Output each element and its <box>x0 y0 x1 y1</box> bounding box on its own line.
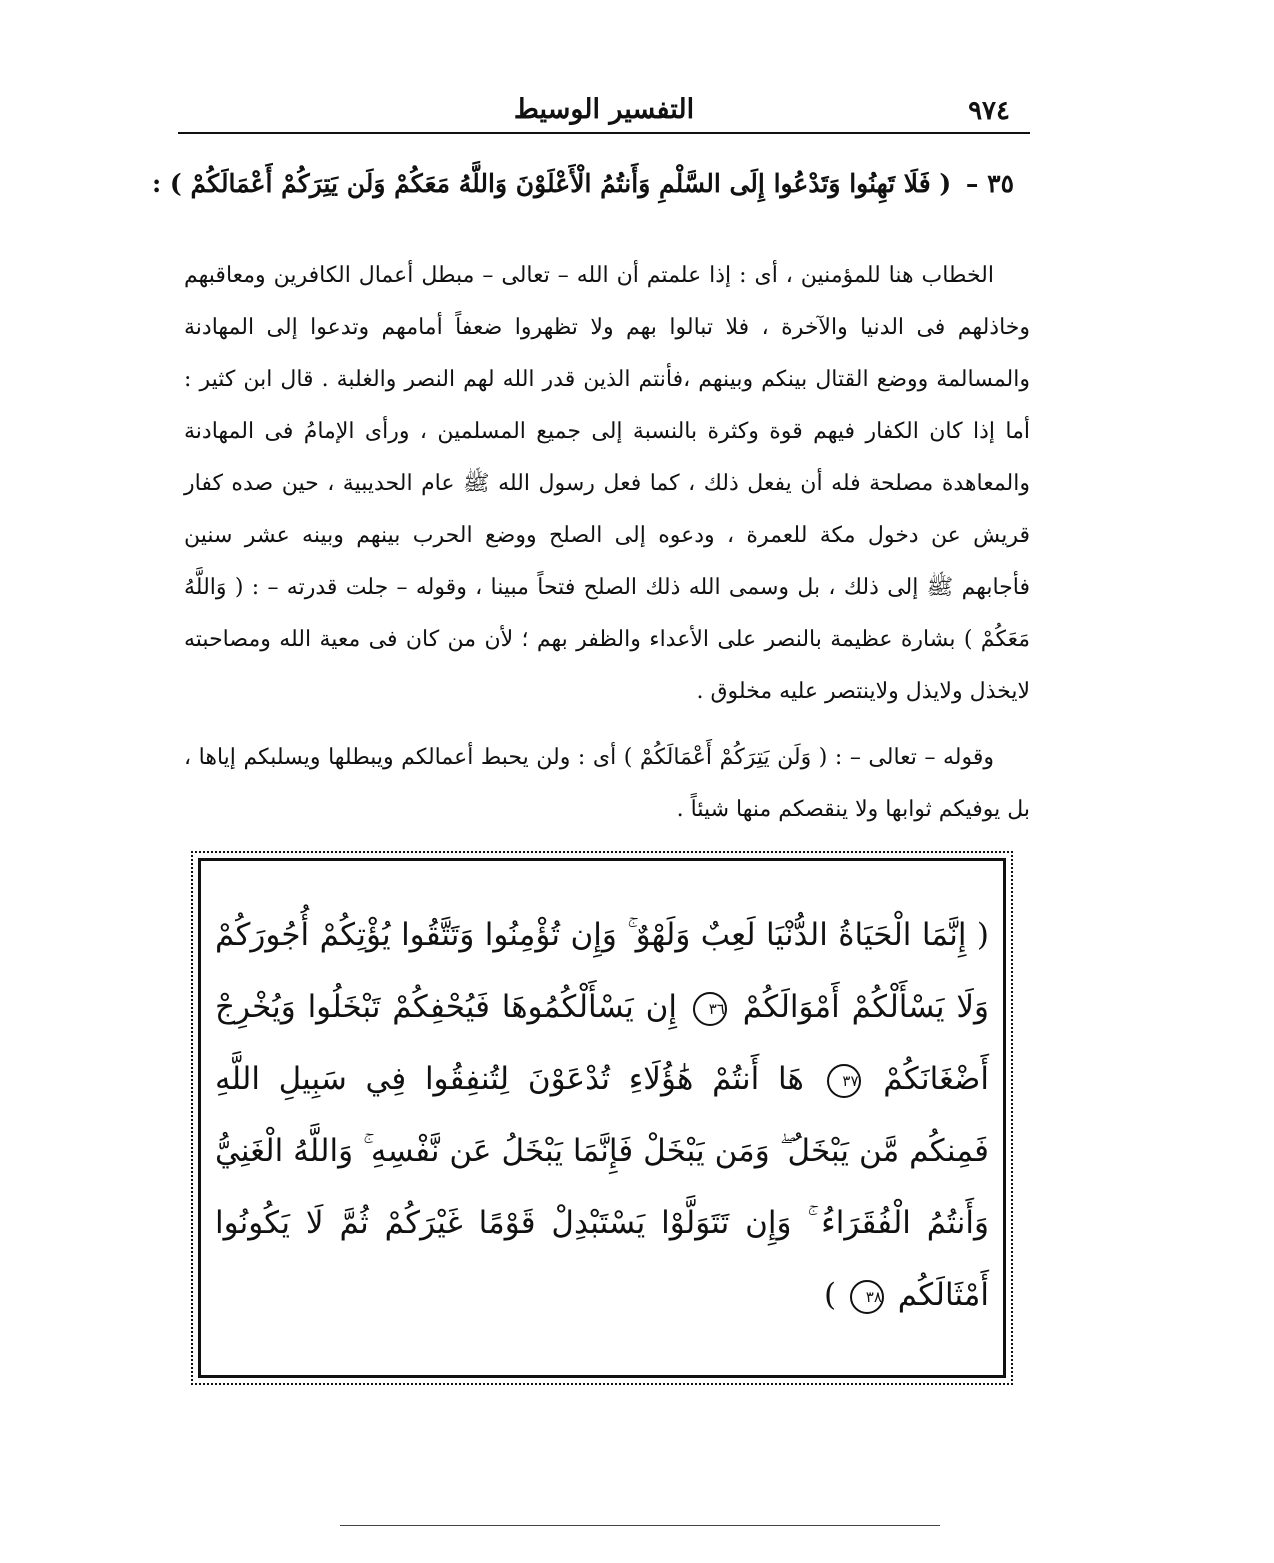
verse-number: ٣٥ – <box>965 169 1014 198</box>
quran-verse-box <box>198 858 1006 1378</box>
verse-part-1: إِنَّمَا الْحَيَاةُ الدُّنْيَا لَعِبٌ وَلَهْوٌ ۚ وَإِن تُؤْمِنُوا وَتَتَّقُوا يُؤْتِكُمْ أُجُورَكُمْ وَلَا يَسْأَلْكُمْ أَمْوَالَكُمْ <box>215 917 989 1025</box>
footer-divider <box>340 1525 940 1526</box>
verse-heading <box>152 164 1014 204</box>
verse-part-2: إِن يَسْأَلْكُمُوهَا فَيُحْفِكُمْ تَبْخَلُوا وَيُخْرِجْ أَضْغَانَكُمْ <box>215 989 989 1097</box>
page-header <box>178 92 1030 134</box>
commentary-paragraph-2: وقوله – تعالى – : ( وَلَن يَتِرَكُمْ أَعْمَالَكُمْ ) أى : ولن يحبط أعمالكم ويبطلها ويسلبكم إياها ، بل يوفيكم ثوابها ولا ينقصكم منها شيئاً . <box>184 745 1030 822</box>
verse-part-3: هَا أَنتُمْ هَٰؤُلَاءِ تُدْعَوْنَ لِتُنفِقُوا فِي سَبِيلِ اللَّهِ فَمِنكُم مَّن يَبْخَلُ ۖ وَمَن يَبْخَلْ فَإِنَّمَا يَبْخَلُ عَن نَّفْسِهِ ۚ وَاللَّهُ الْغَنِيُّ وَأَنتُمُ الْفُقَرَاءُ ۚ وَإِن تَتَوَلَّوْا يَسْتَبْدِلْ قَوْمًا غَيْرَكُمْ ثُمَّ لَا يَكُونُوا أَمْثَالَكُم <box>215 1061 989 1313</box>
ayah-marker-37: ٣٧ <box>827 1064 861 1098</box>
commentary-paragraph-1: الخطاب هنا للمؤمنين ، أى : إذا علمتم أن الله – تعالى – مبطل أعمال الكافرين ومعاقبهم وخاذلهم فى الدنيا والآخرة ، فلا تبالوا بهم ولا تظهروا ضعفاً أمامهم وتدعوا إلى المهادنة والمسالمة ووضع القتال بينكم وبينهم ،فأنتم الذين قدر الله لهم النصر والغلبة . قال ابن كثير : أما إذا كان الكفار فيهم قوة وكثرة بالنسبة إلى جميع المسلمين ، ورأى الإمامُ فى المهادنة والمعاهدة مصلحة فله أن يفعل ذلك ، كما فعل رسول الله ﷺ عام الحديبية ، حين صده كفار قريش عن دخول مكة للعمرة ، ودعوه إلى الصلح ووضع الحرب بينهم وبينه عشر سنين فأجابهم ﷺ إلى ذلك ، بل وسمى الله ذلك الصلح فتحاً مبينا ، وقوله – جلت قدرته – : ( وَاللَّهُ مَعَكُمْ ) بشارة عظيمة بالنصر على الأعداء والظفر بهم ؛ لأن من كان فى معية الله ومصاحبته لايخذل ولايذل ولاينتصر عليه مخلوق . <box>184 263 1030 704</box>
close-paren: ) <box>823 1277 837 1313</box>
open-paren: ( <box>976 917 989 953</box>
page-number: ٩٧٤ <box>968 96 1010 126</box>
quran-verse-text <box>215 899 989 1331</box>
ayah-marker-36: ٣٦ <box>693 992 727 1026</box>
verse-text: ( فَلَا تَهِنُوا وَتَدْعُوا إِلَى السَّلْمِ وَأَنتُمُ الْأَعْلَوْنَ وَاللَّهُ مَعَكُمْ وَلَن يَتِرَكُمْ أَعْمَالَكُمْ ) : <box>152 169 952 198</box>
book-title: التفسير الوسيط <box>513 94 695 125</box>
ayah-marker-38: ٣٨ <box>850 1280 884 1314</box>
